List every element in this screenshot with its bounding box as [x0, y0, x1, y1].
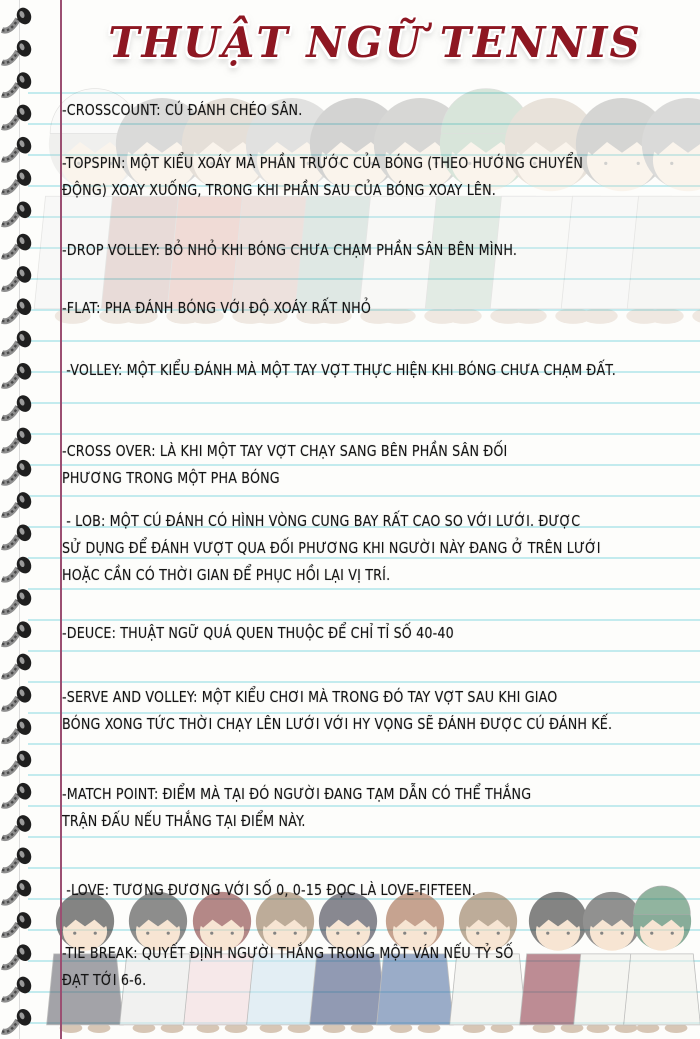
margin-line	[60, 0, 62, 1039]
term-entry-line: PHƯƠNG TRONG MỘT PHA BÓNG	[62, 469, 280, 487]
term-entry-volley	[62, 357, 700, 384]
term-entry-line: -TOPSPIN: MỘT KIỂU XOÁY MÀ PHẦN TRƯỚC CỦA BÓNG (THEO HƯỚNG CHUYỂN	[62, 154, 584, 172]
term-entry-line: -MATCH POINT: ĐIỂM MÀ TẠI ĐÓ NGƯỜI ĐANG TẠM DẪN CÓ THỂ THẮNG	[62, 785, 532, 803]
term-entry-line: -LOVE: TƯƠNG ĐƯƠNG VỚI SỐ 0, 0-15 ĐỌC LÀ LOVE-FIFTEEN.	[62, 881, 476, 899]
term-entry-line: SỬ DỤNG ĐỂ ĐÁNH VƯỢT QUA ĐỐI PHƯƠNG KHI NGƯỜI NÀY ĐANG Ở TRÊN LƯỚI	[62, 539, 601, 557]
term-entry-line: - LOB: MỘT CÚ ĐÁNH CÓ HÌNH VÒNG CUNG BAY RẤT CAO SO VỚI LƯỚI. ĐƯỢC	[62, 512, 581, 530]
term-entry-line: HOẶC CẦN CÓ THỜI GIAN ĐỂ PHỤC HỒI LẠI VỊ TRÍ.	[62, 566, 391, 584]
term-entry-line: BÓNG XONG TỨC THỜI CHẠY LÊN LƯỚI VỚI HY VỌNG SẼ ĐÁNH ĐƯỢC CÚ ĐÁNH KẾ.	[62, 715, 613, 733]
term-entry-flat	[62, 295, 700, 322]
term-entry-crosscount	[62, 97, 700, 124]
term-entry-line: -CROSSCOUNT: CÚ ĐÁNH CHÉO SÂN.	[62, 101, 303, 119]
term-entry-topspin	[62, 150, 700, 204]
term-entry-serve-and-volley	[62, 684, 700, 738]
term-entry-line: -SERVE AND VOLLEY: MỘT KIỂU CHƠI MÀ TRONG ĐÓ TAY VỢT SAU KHI GIAO	[62, 688, 558, 706]
term-entry-match-point	[62, 781, 700, 835]
term-entry-tie-break	[62, 940, 700, 994]
page-title: THUẬT NGỮ TENNIS	[108, 18, 642, 67]
term-entry-deuce	[62, 620, 700, 647]
term-entry-love	[62, 877, 700, 904]
term-entry-drop-volley	[62, 237, 700, 264]
term-entry-lob	[62, 508, 700, 589]
term-entry-cross-over	[62, 438, 700, 492]
term-entry-line: ĐỘNG) XOAY XUỐNG, TRONG KHI PHẦN SAU CỦA BÓNG XOAY LÊN.	[62, 181, 497, 199]
term-entry-line: -DROP VOLLEY: BỎ NHỎ KHI BÓNG CHƯA CHẠM PHẦN SÂN BÊN MÌNH.	[62, 241, 518, 259]
spiral-binding-icon	[0, 0, 52, 1039]
term-entry-line: -CROSS OVER: LÀ KHI MỘT TAY VỢT CHẠY SANG BÊN PHẦN SÂN ĐỐI	[62, 442, 508, 460]
term-entry-line: -VOLLEY: MỘT KIỂU ĐÁNH MÀ MỘT TAY VỢT THỰC HIỆN KHI BÓNG CHƯA CHẠM ĐẤT.	[62, 361, 616, 379]
term-entry-line: ĐẠT TỚI 6-6.	[62, 971, 147, 989]
term-entry-line: -DEUCE: THUẬT NGỮ QUÁ QUEN THUỘC ĐỂ CHỈ TỈ SỐ 40-40	[62, 624, 454, 642]
term-entry-line: -FLAT: PHA ĐÁNH BÓNG VỚI ĐỘ XOÁY RẤT NHỎ	[62, 299, 372, 317]
term-entry-line: TRẬN ĐẤU NẾU THẮNG TẠI ĐIỂM NÀY.	[62, 812, 306, 830]
term-entry-line: -TIE BREAK: QUYẾT ĐỊNH NGƯỜI THẮNG TRONG MỘT VÁN NẾU TỶ SỐ	[62, 944, 514, 962]
